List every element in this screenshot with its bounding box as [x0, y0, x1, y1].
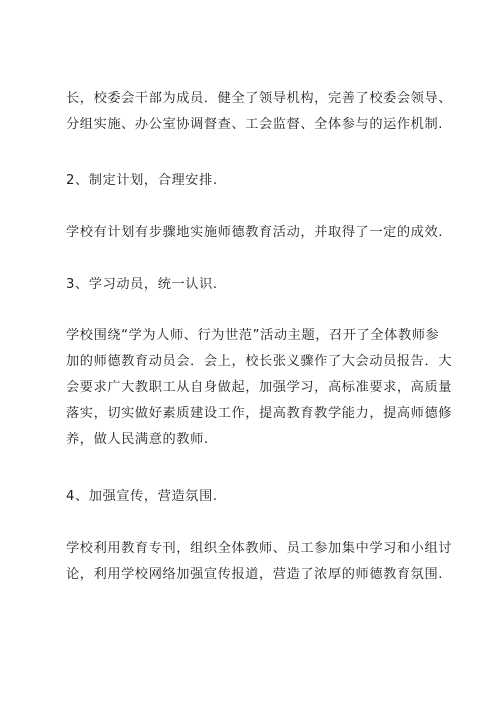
paragraph-line: 会要求广大教职工从自身做起，加强学习，高标准要求，高质量 [66, 380, 453, 395]
paragraph-line: 学校围绕“学为人师、行为世范”活动主题，召开了全体教师参 [66, 328, 440, 343]
section-heading-publicity: 4、加强宣传，营造氛围. [66, 489, 218, 504]
section-heading-plan: 2、制定计划，合理安排. [66, 173, 218, 188]
paragraph-plan [66, 220, 446, 246]
paragraph-line: 论，利用学校网络加强宣传报道，营造了浓厚的师德教育氛围. [66, 567, 444, 582]
paragraph-line: 学校有计划有步骤地实施师德教育活动，并取得了一定的成效. [66, 225, 444, 240]
paragraph-line: 学校利用教育专刊，组织全体教师、员工参加集中学习和小组讨 [66, 541, 453, 556]
paragraph-leadership [66, 86, 453, 138]
paragraph-line: 养，做人民满意的教师. [66, 432, 209, 447]
paragraph-mobilization [66, 323, 453, 453]
paragraph-line: 长，校委会干部为成员．健全了领导机构，完善了校委会领导、 [66, 91, 453, 106]
paragraph-line: 加的师德教育动员会．会上，校长张义骤作了大会动员报告．大 [66, 354, 453, 369]
paragraph-line: 分组实施、办公室协调督查、工会监督、全体参与的运作机制. [66, 117, 444, 132]
paragraph-publicity [66, 536, 453, 588]
section-heading-mobilization: 3、学习动员，统一认识. [66, 277, 218, 292]
paragraph-line: 落实，切实做好素质建设工作，提高教育教学能力，提高师德修 [66, 406, 453, 421]
